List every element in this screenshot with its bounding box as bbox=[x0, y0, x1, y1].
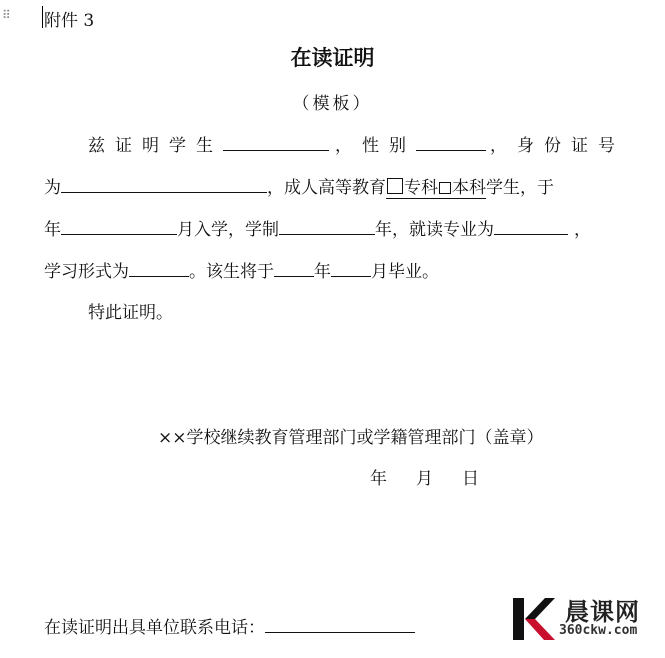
issuing-organization: ××学校继续教育管理部门或学籍管理部门（盖章） bbox=[158, 428, 544, 448]
k-logo-icon bbox=[511, 596, 555, 642]
body-text: ，成人高等教育 bbox=[267, 178, 386, 198]
body-text: 年 bbox=[314, 262, 331, 282]
body-text: 月入学，学制 bbox=[177, 220, 279, 240]
attachment-label: 附件 3 bbox=[44, 11, 95, 31]
body-text: ， bbox=[574, 220, 591, 240]
contact-phone-blank[interactable] bbox=[265, 615, 415, 633]
graduation-year-blank[interactable] bbox=[274, 259, 314, 277]
study-mode-blank[interactable] bbox=[129, 259, 189, 277]
junior-college-label: 专科 bbox=[404, 178, 438, 198]
body-line-3 bbox=[44, 215, 591, 240]
date-line: 年 月 日 bbox=[370, 469, 485, 489]
drag-handle-icon[interactable]: ⠿ bbox=[2, 8, 10, 22]
body-text: 。该生将于 bbox=[189, 262, 274, 282]
undergraduate-checkbox[interactable] bbox=[439, 182, 451, 194]
id-number-blank[interactable] bbox=[61, 175, 267, 193]
body-text: 学生，于 bbox=[486, 178, 554, 198]
body-text: ，性别 bbox=[335, 136, 416, 156]
k-logo-accent bbox=[525, 619, 555, 640]
watermark-logo bbox=[505, 590, 665, 658]
duration-blank[interactable] bbox=[279, 217, 375, 235]
education-type-options bbox=[386, 178, 486, 199]
gender-blank[interactable] bbox=[416, 133, 486, 151]
contact-phone-row bbox=[44, 613, 415, 638]
junior-college-checkbox[interactable] bbox=[387, 178, 403, 194]
undergraduate-label: 本科 bbox=[452, 178, 486, 198]
body-text: 兹证明学生 bbox=[88, 136, 223, 156]
body-text: 年 bbox=[44, 220, 61, 240]
watermark-url: 360ckw.com bbox=[559, 623, 638, 638]
text-cursor bbox=[42, 6, 43, 28]
watermark-brand: 晨课网 bbox=[565, 598, 640, 626]
closing-statement: 特此证明。 bbox=[88, 303, 173, 323]
body-text: 月毕业。 bbox=[371, 262, 439, 282]
major-blank[interactable] bbox=[494, 217, 568, 235]
graduation-month-blank[interactable] bbox=[331, 259, 371, 277]
contact-phone-label: 在读证明出具单位联系电话： bbox=[44, 618, 265, 638]
document-subtitle: （模板） bbox=[292, 94, 373, 114]
enroll-year-blank[interactable] bbox=[61, 217, 177, 235]
body-text: 学习形式为 bbox=[44, 262, 129, 282]
body-line-4 bbox=[44, 257, 439, 282]
body-line-1 bbox=[88, 131, 625, 156]
student-name-blank[interactable] bbox=[223, 133, 329, 151]
body-text: 为 bbox=[44, 178, 61, 198]
document-title: 在读证明 bbox=[290, 46, 375, 70]
body-line-2 bbox=[44, 173, 554, 198]
body-text: ，身份证号 bbox=[490, 136, 625, 156]
body-text: 年，就读专业为 bbox=[375, 220, 494, 240]
